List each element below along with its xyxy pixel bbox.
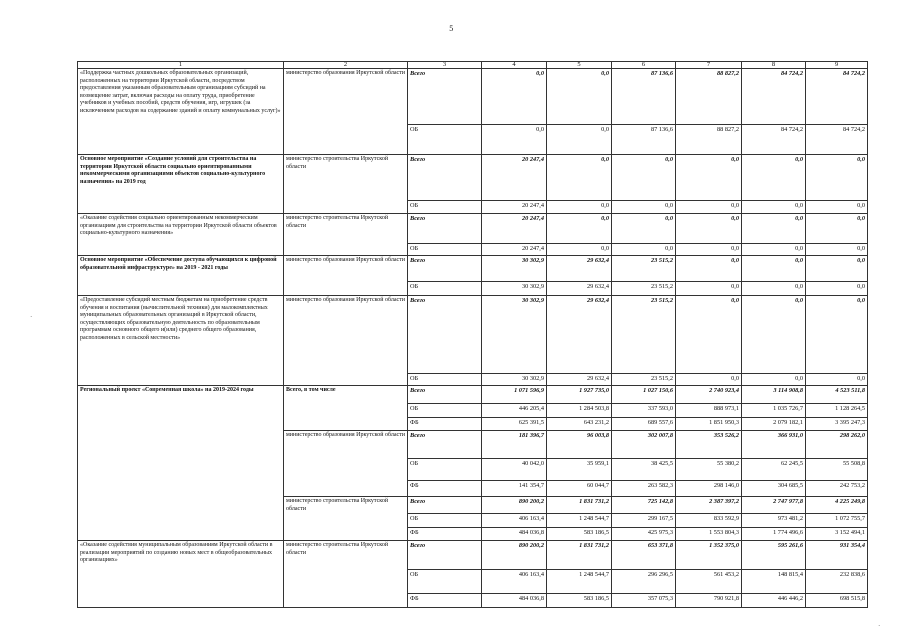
amount-year-6: 298 262,0 (806, 431, 868, 459)
table-row (78, 214, 868, 244)
table-row (78, 256, 868, 282)
funding-source: Всего (408, 155, 482, 201)
amount-year-3: 725 142,8 (612, 497, 676, 514)
amount-year-5: 0,0 (742, 296, 806, 374)
amount-year-2: 0,0 (547, 201, 612, 214)
amount-year-6: 0,0 (806, 282, 868, 296)
amount-year-6: 0,0 (806, 244, 868, 256)
amount-year-3: 23 515,2 (612, 256, 676, 282)
amount-year-1: 30 302,9 (482, 374, 547, 386)
activity-name: Основное мероприятие «Обеспечение доступа обучающихся к цифровой образовательной инфраструктуре» на 2019 - 2021 годы (78, 256, 284, 296)
amount-year-5: 62 245,5 (742, 459, 806, 481)
responsible-executor: Всего, в том числе (284, 386, 408, 431)
amount-year-2: 583 186,5 (547, 594, 612, 608)
responsible-executor: министерство строительства Иркутской области (284, 214, 408, 256)
amount-year-4: 2 387 397,2 (676, 497, 742, 514)
amount-year-6: 0,0 (806, 214, 868, 244)
table-row (78, 541, 868, 570)
amount-year-3: 425 975,3 (612, 528, 676, 541)
activity-name: «Поддержка частных дошкольных образовательных организаций, расположенных на территории Иркутской области, посредством предоставления указанным образовательным организациям субсидий на возмещение затрат, включая расходы на оплату труда, приобретение учебников и учебных пособий, средств обучения, игр, игрушек (за исключением расходов на содержание зданий и оплату коммунальных услуг)» (78, 69, 284, 155)
amount-year-2: 583 186,5 (547, 528, 612, 541)
amount-year-6: 4 523 511,8 (806, 386, 868, 404)
amount-year-4: 353 526,2 (676, 431, 742, 459)
amount-year-6: 1 072 755,7 (806, 514, 868, 528)
scan-mark: · (30, 313, 33, 321)
scan-mark: · (878, 622, 881, 630)
page-number: 5 (449, 24, 454, 33)
amount-year-5: 0,0 (742, 214, 806, 244)
activity-name: Основное мероприятие «Создание условий для строительства на территории Иркутской области социально ориентированными некоммерческими организациями объектов социально-культурного назначения» на 2019 год (78, 155, 284, 214)
amount-year-1: 20 247,4 (482, 244, 547, 256)
amount-year-4: 833 592,9 (676, 514, 742, 528)
amount-year-6: 55 508,8 (806, 459, 868, 481)
amount-year-1: 890 200,2 (482, 497, 547, 514)
amount-year-6: 242 753,2 (806, 481, 868, 497)
amount-year-1: 181 396,7 (482, 431, 547, 459)
amount-year-1: 0,0 (482, 69, 547, 125)
amount-year-2: 35 959,1 (547, 459, 612, 481)
budget-table (77, 61, 868, 608)
responsible-executor: министерство строительства Иркутской области (284, 541, 408, 608)
amount-year-5: 446 446,2 (742, 594, 806, 608)
amount-year-2: 0,0 (547, 125, 612, 155)
activity-name: «Предоставление субсидий местным бюджетам на приобретение средств обучения и воспитания (вычислительной техники) для малокомплектных муниципальных образовательных организаций в Иркутской области, осуществляющих образовательную деятельность по образовательным программам основного общего и(или) среднего общего образования, расположенных в сельской местности» (78, 296, 284, 386)
amount-year-1: 141 354,7 (482, 481, 547, 497)
amount-year-2: 1 284 503,8 (547, 404, 612, 418)
amount-year-4: 0,0 (676, 282, 742, 296)
amount-year-6: 1 128 264,5 (806, 404, 868, 418)
amount-year-3: 23 515,2 (612, 296, 676, 374)
amount-year-5: 1 774 496,6 (742, 528, 806, 541)
amount-year-6: 0,0 (806, 201, 868, 214)
amount-year-2: 1 927 735,0 (547, 386, 612, 404)
amount-year-2: 1 248 544,7 (547, 514, 612, 528)
amount-year-4: 1 553 804,3 (676, 528, 742, 541)
amount-year-4: 0,0 (676, 244, 742, 256)
responsible-executor: министерство образования Иркутской области (284, 69, 408, 155)
amount-year-3: 23 515,2 (612, 282, 676, 296)
amount-year-6: 3 395 247,3 (806, 418, 868, 431)
amount-year-2: 1 831 731,2 (547, 497, 612, 514)
amount-year-5: 0,0 (742, 244, 806, 256)
amount-year-3: 0,0 (612, 214, 676, 244)
amount-year-3: 0,0 (612, 201, 676, 214)
amount-year-5: 2 079 182,1 (742, 418, 806, 431)
header-cell-8: 8 (742, 62, 806, 69)
amount-year-4: 0,0 (676, 256, 742, 282)
amount-year-1: 30 302,9 (482, 256, 547, 282)
amount-year-3: 689 557,6 (612, 418, 676, 431)
funding-source: ФБ (408, 594, 482, 608)
table-row (78, 69, 868, 125)
header-cell-3: 3 (408, 62, 482, 69)
amount-year-2: 29 632,4 (547, 282, 612, 296)
amount-year-4: 888 973,1 (676, 404, 742, 418)
table-header (78, 62, 868, 69)
funding-source: Всего (408, 296, 482, 374)
funding-source: ФБ (408, 528, 482, 541)
amount-year-5: 973 481,2 (742, 514, 806, 528)
amount-year-3: 23 515,2 (612, 374, 676, 386)
amount-year-2: 0,0 (547, 214, 612, 244)
amount-year-4: 0,0 (676, 201, 742, 214)
amount-year-5: 84 724,2 (742, 69, 806, 125)
activity-name: «Оказание содействия муниципальным образованиям Иркутской области в реализации мероприятий по созданию новых мест в общеобразовательных организациях» (78, 541, 284, 608)
amount-year-5: 0,0 (742, 201, 806, 214)
amount-year-4: 561 453,2 (676, 570, 742, 594)
amount-year-3: 337 593,0 (612, 404, 676, 418)
amount-year-6: 0,0 (806, 296, 868, 374)
amount-year-5: 366 931,0 (742, 431, 806, 459)
amount-year-1: 446 205,4 (482, 404, 547, 418)
amount-year-4: 2 740 923,4 (676, 386, 742, 404)
amount-year-2: 1 248 544,7 (547, 570, 612, 594)
amount-year-3: 0,0 (612, 244, 676, 256)
funding-source: ОБ (408, 459, 482, 481)
header-cell-2: 2 (284, 62, 408, 69)
funding-source: ОБ (408, 201, 482, 214)
amount-year-2: 0,0 (547, 155, 612, 201)
table-row (78, 386, 868, 404)
funding-source: ОБ (408, 570, 482, 594)
amount-year-5: 1 035 726,7 (742, 404, 806, 418)
funding-source: Всего (408, 386, 482, 404)
amount-year-2: 60 044,7 (547, 481, 612, 497)
amount-year-3: 357 075,3 (612, 594, 676, 608)
amount-year-5: 0,0 (742, 282, 806, 296)
amount-year-1: 406 163,4 (482, 570, 547, 594)
amount-year-4: 88 827,2 (676, 69, 742, 125)
header-cell-7: 7 (676, 62, 742, 69)
amount-year-1: 20 247,4 (482, 214, 547, 244)
amount-year-6: 232 838,6 (806, 570, 868, 594)
amount-year-4: 0,0 (676, 374, 742, 386)
amount-year-1: 406 163,4 (482, 514, 547, 528)
responsible-executor: министерство образования Иркутской области (284, 296, 408, 386)
amount-year-1: 625 391,5 (482, 418, 547, 431)
responsible-executor: министерство строительства Иркутской области (284, 155, 408, 214)
amount-year-2: 29 632,4 (547, 256, 612, 282)
amount-year-3: 0,0 (612, 155, 676, 201)
amount-year-2: 0,0 (547, 244, 612, 256)
amount-year-1: 1 071 596,9 (482, 386, 547, 404)
amount-year-4: 298 146,0 (676, 481, 742, 497)
amount-year-4: 790 921,8 (676, 594, 742, 608)
header-cell-4: 4 (482, 62, 547, 69)
header-row (78, 62, 868, 69)
amount-year-4: 0,0 (676, 296, 742, 374)
amount-year-4: 0,0 (676, 155, 742, 201)
amount-year-1: 20 247,4 (482, 201, 547, 214)
amount-year-2: 29 632,4 (547, 296, 612, 374)
amount-year-5: 2 747 977,8 (742, 497, 806, 514)
amount-year-1: 20 247,4 (482, 155, 547, 201)
amount-year-5: 3 114 908,8 (742, 386, 806, 404)
amount-year-1: 30 302,9 (482, 282, 547, 296)
funding-source: Всего (408, 256, 482, 282)
amount-year-1: 890 200,2 (482, 541, 547, 570)
amount-year-6: 931 354,4 (806, 541, 868, 570)
responsible-executor: министерство строительства Иркутской области (284, 497, 408, 541)
funding-source: ОБ (408, 282, 482, 296)
amount-year-1: 0,0 (482, 125, 547, 155)
amount-year-3: 653 371,8 (612, 541, 676, 570)
activity-name: Региональный проект «Современная школа» на 2019-2024 годы (78, 386, 284, 541)
amount-year-6: 0,0 (806, 256, 868, 282)
amount-year-5: 148 815,4 (742, 570, 806, 594)
amount-year-3: 87 136,6 (612, 125, 676, 155)
amount-year-4: 0,0 (676, 214, 742, 244)
amount-year-3: 299 167,5 (612, 514, 676, 528)
amount-year-5: 304 685,5 (742, 481, 806, 497)
amount-year-6: 0,0 (806, 155, 868, 201)
amount-year-5: 0,0 (742, 256, 806, 282)
funding-source: ОБ (408, 125, 482, 155)
amount-year-4: 88 827,2 (676, 125, 742, 155)
funding-source: Всего (408, 214, 482, 244)
header-cell-1: 1 (78, 62, 284, 69)
funding-source: Всего (408, 431, 482, 459)
table-row (78, 155, 868, 201)
amount-year-2: 29 632,4 (547, 374, 612, 386)
amount-year-6: 84 724,2 (806, 125, 868, 155)
amount-year-5: 0,0 (742, 374, 806, 386)
funding-source: Всего (408, 541, 482, 570)
amount-year-3: 1 027 150,6 (612, 386, 676, 404)
amount-year-1: 484 036,8 (482, 594, 547, 608)
amount-year-3: 296 296,5 (612, 570, 676, 594)
amount-year-6: 84 724,2 (806, 69, 868, 125)
amount-year-5: 595 261,6 (742, 541, 806, 570)
funding-source: ОБ (408, 514, 482, 528)
amount-year-5: 84 724,2 (742, 125, 806, 155)
amount-year-3: 263 582,3 (612, 481, 676, 497)
funding-source: ФБ (408, 418, 482, 431)
header-cell-9: 9 (806, 62, 868, 69)
amount-year-2: 96 003,8 (547, 431, 612, 459)
amount-year-5: 0,0 (742, 155, 806, 201)
table-body (78, 69, 868, 608)
funding-source: ОБ (408, 404, 482, 418)
amount-year-3: 302 007,8 (612, 431, 676, 459)
responsible-executor: министерство образования Иркутской области (284, 256, 408, 296)
amount-year-4: 1 352 375,0 (676, 541, 742, 570)
amount-year-4: 55 380,2 (676, 459, 742, 481)
amount-year-6: 4 225 249,8 (806, 497, 868, 514)
amount-year-4: 1 851 950,3 (676, 418, 742, 431)
amount-year-1: 30 302,9 (482, 296, 547, 374)
amount-year-1: 484 036,8 (482, 528, 547, 541)
funding-source: ОБ (408, 244, 482, 256)
table-row (78, 296, 868, 374)
amount-year-1: 40 042,0 (482, 459, 547, 481)
funding-source: Всего (408, 69, 482, 125)
amount-year-3: 87 136,6 (612, 69, 676, 125)
header-cell-6: 6 (612, 62, 676, 69)
funding-source: ОБ (408, 374, 482, 386)
amount-year-2: 0,0 (547, 69, 612, 125)
amount-year-2: 643 231,2 (547, 418, 612, 431)
activity-name: «Оказание содействия социально ориентированным некоммерческим организациям для строительства на территории Иркутской области объектов социально-культурного назначения» (78, 214, 284, 256)
amount-year-3: 38 425,5 (612, 459, 676, 481)
amount-year-6: 0,0 (806, 374, 868, 386)
responsible-executor: министерство образования Иркутской области (284, 431, 408, 497)
amount-year-2: 1 831 731,2 (547, 541, 612, 570)
funding-source: Всего (408, 497, 482, 514)
amount-year-6: 698 515,8 (806, 594, 868, 608)
amount-year-6: 3 152 494,1 (806, 528, 868, 541)
funding-source: ФБ (408, 481, 482, 497)
header-cell-5: 5 (547, 62, 612, 69)
